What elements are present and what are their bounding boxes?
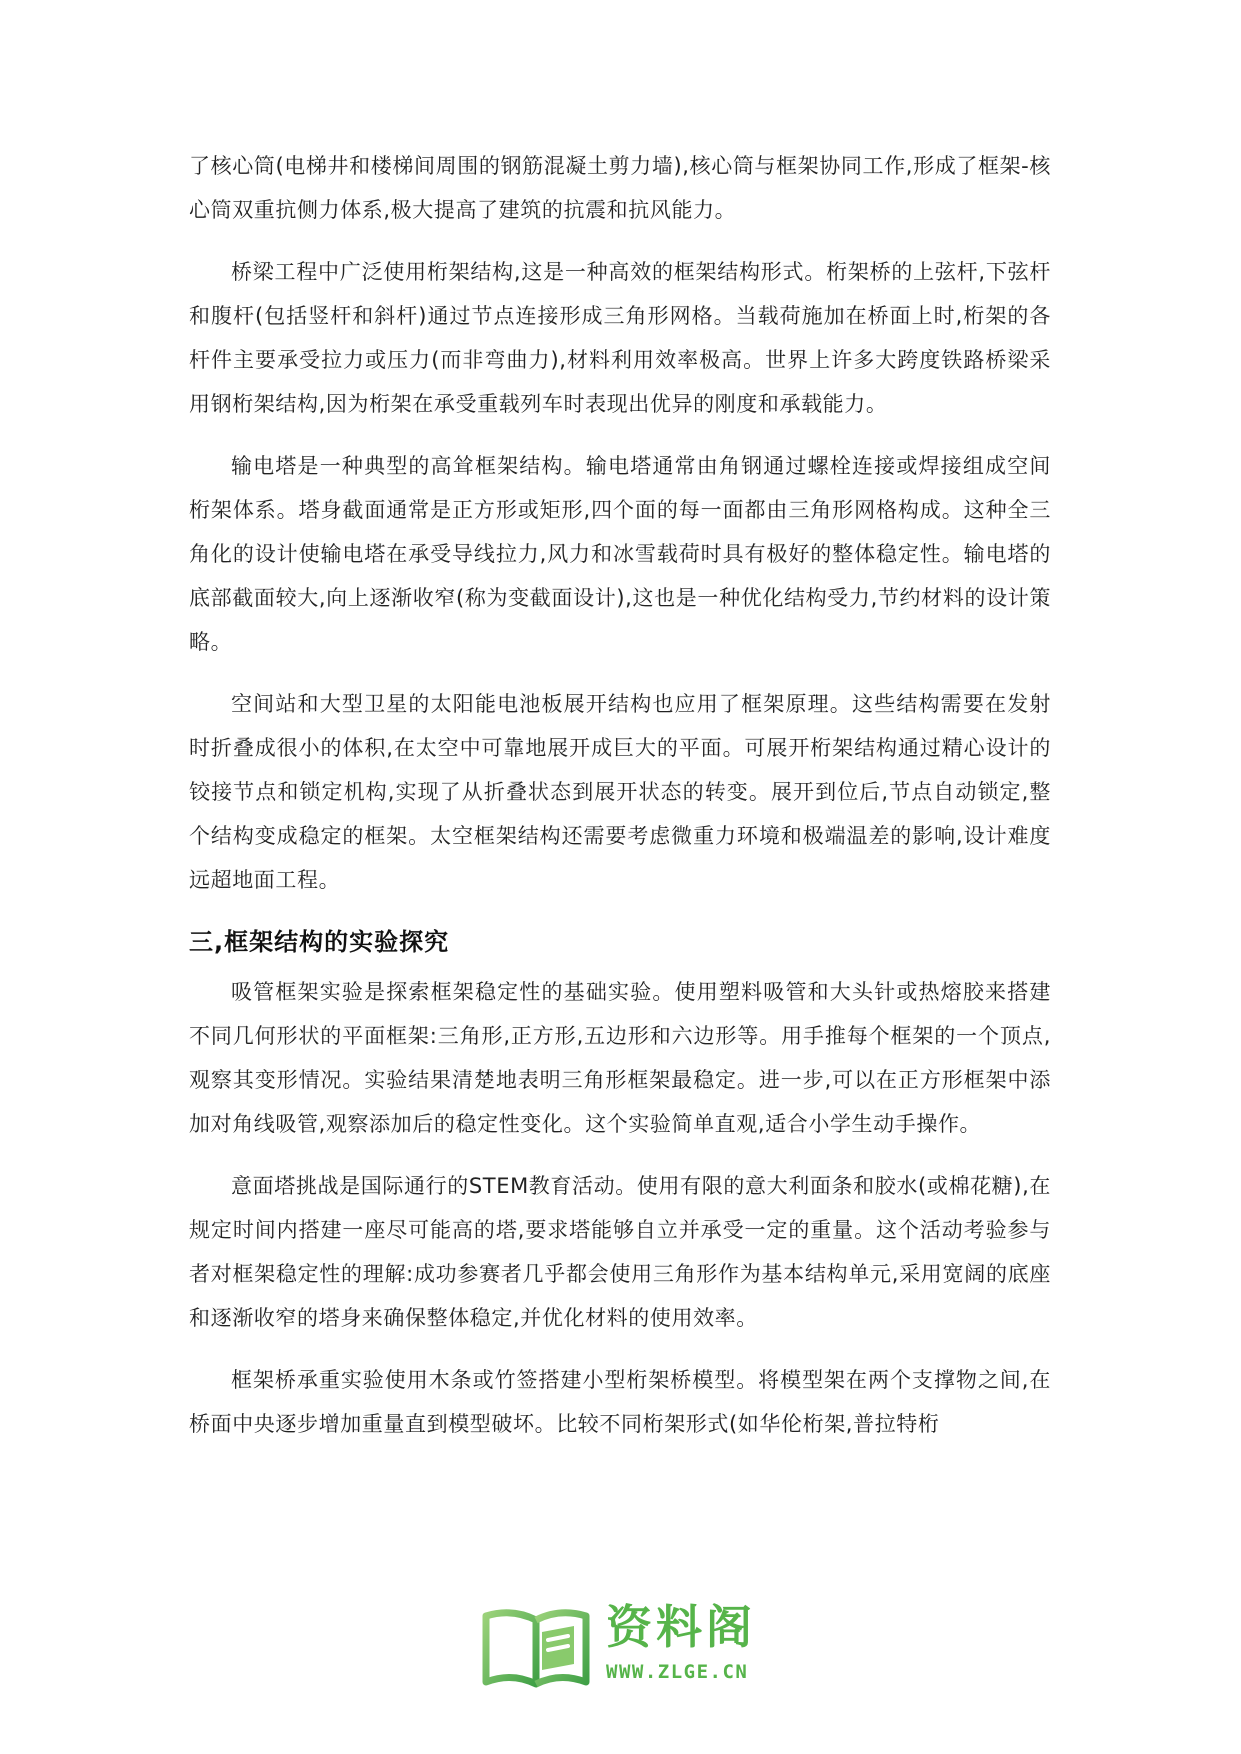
open-book-logo-icon <box>478 1598 596 1694</box>
paragraph-space-structures: 空间站和大型卫星的太阳能电池板展开结构也应用了框架原理。这些结构需要在发射时折叠成很小的体积,在太空中可靠地展开成巨大的平面。可展开桁架结构通过精心设计的铰接节点和锁定机构,实现了从折叠状态到展开状态的转变。展开到位后,节点自动锁定,整个结构变成稳定的框架。太空框架结构还需要考虑微重力环境和极端温差的影响,设计难度远超地面工程。 <box>189 692 1051 892</box>
site-watermark <box>478 1598 778 1694</box>
section-heading-experiments: 三,框架结构的实验探究 <box>189 928 450 956</box>
paragraph-core-tube: 了核心筒(电梯井和楼梯间周围的钢筋混凝土剪力墙),核心筒与框架协同工作,形成了框架-核心筒双重抗侧力体系,极大提高了建筑的抗震和抗风能力。 <box>189 154 1051 222</box>
watermark-url: WWW.ZLGE.CN <box>606 1661 749 1683</box>
paragraph-straw-frame-experiment: 吸管框架实验是探索框架稳定性的基础实验。使用塑料吸管和大头针或热熔胶来搭建不同几何形状的平面框架:三角形,正方形,五边形和六边形等。用手推每个框架的一个顶点,观察其变形情况。实验结果清楚地表明三角形框架最稳定。进一步,可以在正方形框架中添加对角线吸管,观察添加后的稳定性变化。这个实验简单直观,适合小学生动手操作。 <box>189 980 1051 1136</box>
paragraph-transmission-tower: 输电塔是一种典型的高耸框架结构。输电塔通常由角钢通过螺栓连接或焊接组成空间桁架体系。塔身截面通常是正方形或矩形,四个面的每一面都由三角形网格构成。这种全三角化的设计使输电塔在承受导线拉力,风力和冰雪载荷时具有极好的整体稳定性。输电塔的底部截面较大,向上逐渐收窄(称为变截面设计),这也是一种优化结构受力,节约材料的设计策略。 <box>189 454 1051 654</box>
paragraph-spaghetti-tower: 意面塔挑战是国际通行的STEM教育活动。使用有限的意大利面条和胶水(或棉花糖),在规定时间内搭建一座尽可能高的塔,要求塔能够自立并承受一定的重量。这个活动考验参与者对框架稳定性的理解:成功参赛者几乎都会使用三角形作为基本结构单元,采用宽阔的底座和逐渐收窄的塔身来确保整体稳定,并优化材料的使用效率。 <box>189 1174 1051 1330</box>
page-body <box>189 144 1051 1464</box>
paragraph-truss-bridge-load-test: 框架桥承重实验使用木条或竹签搭建小型桁架桥模型。将模型架在两个支撑物之间,在桥面中央逐步增加重量直到模型破坏。比较不同桁架形式(如华伦桁架,普拉特桁 <box>189 1368 1051 1436</box>
watermark-title: 资料阁 <box>606 1600 756 1654</box>
paragraph-truss-bridge: 桥梁工程中广泛使用桁架结构,这是一种高效的框架结构形式。桁架桥的上弦杆,下弦杆和腹杆(包括竖杆和斜杆)通过节点连接形成三角形网格。当载荷施加在桥面上时,桁架的各杆件主要承受拉力或压力(而非弯曲力),材料利用效率极高。世界上许多大跨度铁路桥梁采用钢桁架结构,因为桁架在承受重载列车时表现出优异的刚度和承载能力。 <box>189 260 1051 416</box>
